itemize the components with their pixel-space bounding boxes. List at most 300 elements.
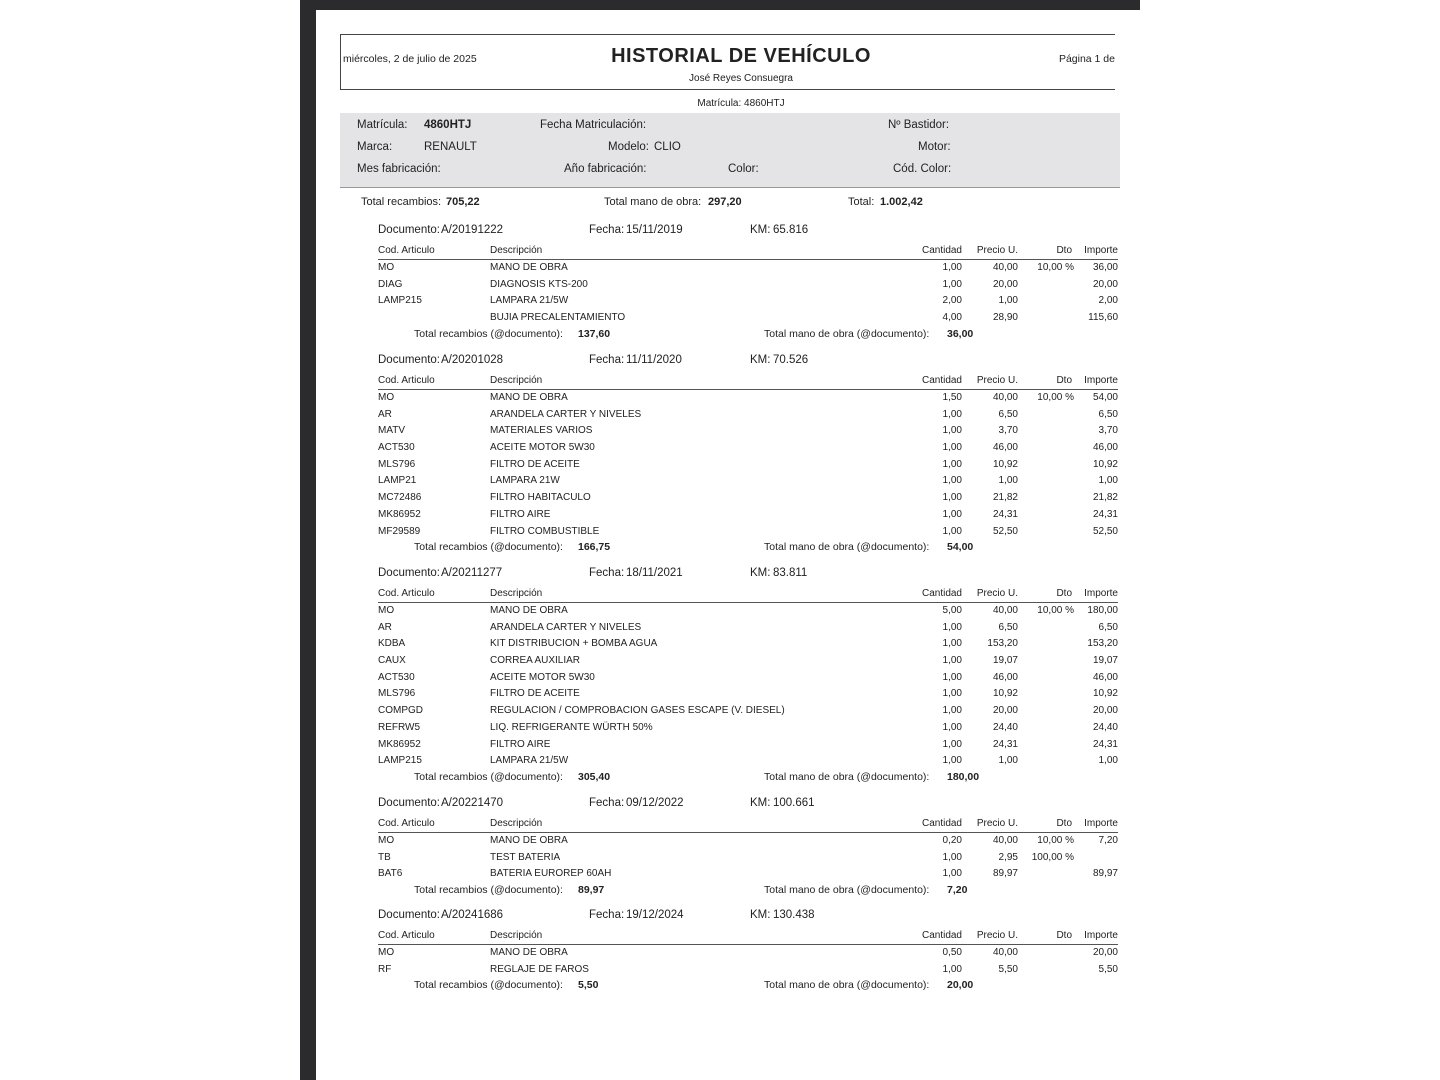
cell-cantidad: 1,00 bbox=[942, 655, 962, 667]
cell-descripcion: FILTRO AIRE bbox=[490, 738, 551, 750]
cell-cod: DIAG bbox=[378, 278, 403, 290]
documento-label: Documento: bbox=[378, 354, 441, 366]
cell-precio: 1,00 bbox=[998, 755, 1018, 767]
cell-descripcion: MATERIALES VARIOS bbox=[490, 425, 593, 437]
cell-cod: MK86952 bbox=[378, 508, 421, 520]
cell-descripcion: ACEITE MOTOR 5W30 bbox=[490, 442, 595, 454]
cell-cod: RF bbox=[378, 963, 392, 975]
table-row bbox=[378, 686, 1118, 703]
col-importe: Importe bbox=[1084, 818, 1118, 829]
cell-importe: 36,00 bbox=[1092, 262, 1118, 273]
col-precio: Precio U. bbox=[976, 245, 1018, 256]
doc-total-recambios-label: Total recambios (@documento): bbox=[414, 770, 563, 783]
cell-cantidad: 1,00 bbox=[942, 738, 962, 750]
fecha-value: 09/12/2022 bbox=[626, 797, 684, 809]
col-dto: Dto bbox=[1056, 930, 1072, 941]
doc-total-mano-label: Total mano de obra (@documento): bbox=[764, 884, 930, 897]
cell-precio: 19,07 bbox=[992, 655, 1018, 667]
cell-descripcion: MANO DE OBRA bbox=[490, 605, 568, 616]
cell-importe: 10,92 bbox=[1092, 458, 1118, 470]
cell-descripcion: BATERIA EUROREP 60AH bbox=[490, 868, 612, 880]
cell-importe: 2,00 bbox=[1098, 295, 1118, 307]
cell-importe: 20,00 bbox=[1092, 278, 1118, 290]
cell-importe: 6,50 bbox=[1098, 621, 1118, 633]
cell-cod: REFRW5 bbox=[378, 721, 421, 733]
cell-cantidad: 4,00 bbox=[942, 312, 962, 324]
col-cantidad: Cantidad bbox=[921, 245, 962, 256]
col-cantidad: Cantidad bbox=[921, 375, 962, 386]
cell-cod: MO bbox=[378, 392, 395, 403]
viewer-frame-top bbox=[300, 0, 1140, 10]
cell-descripcion: FILTRO AIRE bbox=[490, 508, 551, 520]
table-row bbox=[378, 670, 1118, 687]
doc-total-mano-label: Total mano de obra (@documento): bbox=[764, 327, 930, 340]
documento-label: Documento: bbox=[378, 224, 441, 236]
column-headers bbox=[378, 244, 1118, 260]
km-value: 100.661 bbox=[773, 797, 815, 809]
col-importe: Importe bbox=[1084, 245, 1118, 256]
cell-cod: LAMP215 bbox=[378, 755, 422, 767]
cell-cantidad: 1,00 bbox=[942, 963, 962, 975]
cell-cantidad: 2,00 bbox=[942, 295, 962, 307]
document-section bbox=[378, 909, 1118, 994]
total-recambios-value: 705,22 bbox=[446, 196, 480, 208]
cell-precio: 40,00 bbox=[992, 605, 1018, 616]
documento-number: A/20221470 bbox=[441, 797, 504, 809]
col-precio: Precio U. bbox=[976, 588, 1018, 599]
document-totals bbox=[378, 770, 1118, 786]
col-cod-articulo: Cod. Articulo bbox=[378, 375, 435, 386]
documento-number: A/20211277 bbox=[441, 567, 503, 579]
cell-cod: LAMP215 bbox=[378, 295, 422, 307]
cell-precio: 24,31 bbox=[992, 738, 1018, 750]
table-row bbox=[378, 703, 1118, 720]
col-dto: Dto bbox=[1056, 375, 1072, 386]
documento-number: A/20241686 bbox=[441, 909, 504, 921]
cell-descripcion: LAMPARA 21/5W bbox=[490, 755, 569, 767]
cell-importe: 20,00 bbox=[1092, 947, 1118, 958]
cell-precio: 89,97 bbox=[992, 868, 1018, 880]
km-label: KM: bbox=[750, 224, 771, 236]
cell-precio: 28,90 bbox=[992, 312, 1018, 324]
cell-importe: 7,20 bbox=[1098, 835, 1118, 846]
table-row bbox=[378, 945, 1118, 962]
cell-importe: 46,00 bbox=[1092, 671, 1118, 683]
cell-descripcion: FILTRO HABITACULO bbox=[490, 492, 591, 504]
cell-precio: 5,50 bbox=[998, 963, 1018, 975]
total-mano-obra-label: Total mano de obra: bbox=[604, 196, 702, 208]
cell-cantidad: 1,00 bbox=[942, 492, 962, 504]
cell-dto: 10,00 % bbox=[1037, 835, 1074, 846]
cell-importe: 20,00 bbox=[1092, 705, 1118, 717]
cell-cod: TB bbox=[378, 851, 391, 863]
col-dto: Dto bbox=[1056, 818, 1072, 829]
documento-label: Documento: bbox=[378, 567, 441, 579]
cell-cantidad: 1,00 bbox=[942, 671, 962, 683]
table-row bbox=[378, 636, 1118, 653]
km-label: KM: bbox=[750, 797, 771, 809]
cell-precio: 3,70 bbox=[998, 425, 1018, 437]
cell-cod: MO bbox=[378, 262, 395, 273]
report-header bbox=[340, 34, 1115, 90]
cell-dto: 10,00 % bbox=[1037, 392, 1074, 403]
table-row bbox=[378, 457, 1118, 474]
fecha-label: Fecha: bbox=[589, 909, 625, 921]
cell-importe: 1,00 bbox=[1098, 475, 1118, 487]
cell-importe: 24,31 bbox=[1092, 508, 1118, 520]
cell-precio: 6,50 bbox=[998, 408, 1018, 420]
document-section bbox=[378, 224, 1118, 343]
col-cantidad: Cantidad bbox=[921, 588, 962, 599]
doc-total-mano-label: Total mano de obra (@documento): bbox=[764, 770, 930, 783]
cell-descripcion: DIAGNOSIS KTS-200 bbox=[490, 278, 588, 290]
cell-cantidad: 1,50 bbox=[942, 392, 962, 403]
cell-descripcion: ACEITE MOTOR 5W30 bbox=[490, 671, 595, 683]
cell-cod: AR bbox=[378, 408, 392, 420]
document-section bbox=[378, 797, 1118, 899]
report-date: miércoles, 2 de julio de 2025 bbox=[343, 53, 477, 65]
cell-importe: 24,40 bbox=[1092, 721, 1118, 733]
doc-total-mano-value: 7,20 bbox=[947, 884, 968, 897]
table-row bbox=[378, 753, 1118, 770]
documento-number: A/20191222 bbox=[441, 224, 504, 236]
document-header bbox=[378, 224, 1118, 244]
cell-cantidad: 1,00 bbox=[942, 688, 962, 700]
col-descripcion: Descripción bbox=[490, 818, 543, 829]
cell-importe: 19,07 bbox=[1092, 655, 1118, 667]
cell-descripcion: KIT DISTRIBUCION + BOMBA AGUA bbox=[490, 638, 658, 650]
cell-cantidad: 1,00 bbox=[942, 755, 962, 767]
cell-descripcion: REGLAJE DE FAROS bbox=[490, 963, 589, 975]
cell-precio: 6,50 bbox=[998, 621, 1018, 633]
col-cantidad: Cantidad bbox=[921, 818, 962, 829]
table-row bbox=[378, 833, 1118, 850]
document-section bbox=[378, 354, 1118, 556]
cell-precio: 10,92 bbox=[992, 458, 1018, 470]
km-label: KM: bbox=[750, 567, 771, 579]
cell-precio: 21,82 bbox=[992, 492, 1018, 504]
col-descripcion: Descripción bbox=[490, 375, 543, 386]
report-owner: José Reyes Consuegra bbox=[689, 73, 793, 84]
cell-precio: 1,00 bbox=[998, 295, 1018, 307]
report-page bbox=[316, 10, 1118, 1080]
table-row bbox=[378, 720, 1118, 737]
cell-descripcion: LAMPARA 21/5W bbox=[490, 295, 569, 307]
cell-descripcion: TEST BATERIA bbox=[490, 851, 561, 863]
cell-cantidad: 1,00 bbox=[942, 442, 962, 454]
bastidor-label: Nº Bastidor: bbox=[888, 119, 950, 131]
col-cod-articulo: Cod. Articulo bbox=[378, 818, 435, 829]
col-importe: Importe bbox=[1084, 588, 1118, 599]
fecha-value: 19/12/2024 bbox=[626, 909, 684, 921]
table-row bbox=[378, 473, 1118, 490]
km-label: KM: bbox=[750, 909, 771, 921]
cell-descripcion: LIQ. REFRIGERANTE WÜRTH 50% bbox=[490, 721, 653, 733]
cell-descripcion: MANO DE OBRA bbox=[490, 835, 568, 846]
total-mano-obra-value: 297,20 bbox=[708, 196, 742, 208]
fecha-label: Fecha: bbox=[589, 354, 625, 366]
document-header bbox=[378, 797, 1118, 817]
cell-importe: 10,92 bbox=[1092, 688, 1118, 700]
document-header bbox=[378, 567, 1118, 587]
col-precio: Precio U. bbox=[976, 375, 1018, 386]
fecha-label: Fecha: bbox=[589, 797, 625, 809]
cell-cantidad: 1,00 bbox=[942, 705, 962, 717]
col-precio: Precio U. bbox=[976, 818, 1018, 829]
documento-label: Documento: bbox=[378, 797, 441, 809]
doc-total-recambios-value: 5,50 bbox=[578, 979, 599, 992]
motor-label: Motor: bbox=[918, 141, 951, 153]
vehicle-info-panel bbox=[340, 113, 1120, 188]
fecha-label: Fecha: bbox=[589, 224, 625, 236]
cell-descripcion: BUJIA PRECALENTAMIENTO bbox=[490, 312, 626, 324]
cell-importe: 54,00 bbox=[1092, 392, 1118, 403]
doc-total-recambios-value: 305,40 bbox=[578, 770, 611, 783]
km-value: 70.526 bbox=[773, 354, 809, 366]
cell-cod: MC72486 bbox=[378, 492, 422, 504]
fecha-value: 18/11/2021 bbox=[626, 567, 683, 579]
cell-precio: 20,00 bbox=[992, 705, 1018, 717]
document-totals bbox=[378, 978, 1118, 994]
cell-importe: 21,82 bbox=[1092, 492, 1118, 504]
cell-importe: 3,70 bbox=[1098, 425, 1118, 437]
cell-cod: MK86952 bbox=[378, 738, 421, 750]
cell-precio: 40,00 bbox=[992, 392, 1018, 403]
col-cod-articulo: Cod. Articulo bbox=[378, 588, 435, 599]
table-row bbox=[378, 850, 1118, 867]
cell-cod: MATV bbox=[378, 425, 406, 437]
doc-total-recambios-value: 137,60 bbox=[578, 327, 611, 340]
cell-cod: COMPGD bbox=[378, 705, 423, 717]
cell-cod: MO bbox=[378, 835, 395, 846]
column-headers bbox=[378, 587, 1118, 603]
table-row bbox=[378, 260, 1118, 277]
header-plate: Matrícula: 4860HTJ bbox=[697, 98, 785, 109]
table-row bbox=[378, 490, 1118, 507]
cell-cantidad: 1,00 bbox=[942, 851, 962, 863]
cell-precio: 52,50 bbox=[992, 525, 1018, 537]
col-descripcion: Descripción bbox=[490, 588, 543, 599]
cell-cod: ACT530 bbox=[378, 671, 415, 683]
document-header bbox=[378, 354, 1118, 374]
cell-importe: 115,60 bbox=[1088, 312, 1118, 324]
documento-number: A/20201028 bbox=[441, 354, 504, 366]
km-value: 83.811 bbox=[773, 567, 808, 579]
total-value: 1.002,42 bbox=[880, 196, 923, 208]
table-row bbox=[378, 310, 1118, 327]
documento-label: Documento: bbox=[378, 909, 441, 921]
fecha-value: 15/11/2019 bbox=[626, 224, 683, 236]
table-row bbox=[378, 524, 1118, 541]
col-precio: Precio U. bbox=[976, 930, 1018, 941]
cell-importe: 46,00 bbox=[1092, 442, 1118, 454]
cell-cantidad: 1,00 bbox=[942, 868, 962, 880]
cell-cod: BAT6 bbox=[378, 868, 403, 880]
anio-fabricacion-label: Año fabricación: bbox=[564, 163, 647, 175]
cell-importe: 6,50 bbox=[1098, 408, 1118, 420]
km-value: 130.438 bbox=[773, 909, 815, 921]
cell-descripcion: MANO DE OBRA bbox=[490, 392, 568, 403]
cell-precio: 2,95 bbox=[998, 851, 1018, 863]
cell-cod: CAUX bbox=[378, 655, 406, 667]
fecha-matriculacion-label: Fecha Matriculación: bbox=[540, 119, 647, 131]
cell-cod: MF29589 bbox=[378, 525, 421, 537]
marca-value: RENAULT bbox=[424, 141, 477, 153]
document-header bbox=[378, 909, 1118, 929]
doc-total-recambios-label: Total recambios (@documento): bbox=[414, 327, 563, 340]
table-row bbox=[378, 507, 1118, 524]
modelo-label: Modelo: bbox=[608, 141, 649, 153]
doc-total-mano-label: Total mano de obra (@documento): bbox=[764, 979, 930, 992]
cell-cantidad: 1,00 bbox=[942, 621, 962, 633]
cell-precio: 24,40 bbox=[992, 721, 1018, 733]
cell-cantidad: 1,00 bbox=[942, 525, 962, 537]
cell-descripcion: MANO DE OBRA bbox=[490, 262, 568, 273]
table-row bbox=[378, 737, 1118, 754]
cod-color-label: Cód. Color: bbox=[893, 163, 952, 175]
marca-label: Marca: bbox=[357, 141, 393, 153]
km-value: 65.816 bbox=[773, 224, 809, 236]
page-number: Página 1 de bbox=[1058, 53, 1115, 65]
table-row bbox=[378, 293, 1118, 310]
column-headers bbox=[378, 374, 1118, 390]
cell-dto: 10,00 % bbox=[1037, 605, 1074, 616]
cell-cantidad: 1,00 bbox=[942, 508, 962, 520]
doc-total-mano-value: 36,00 bbox=[947, 327, 974, 340]
document-totals bbox=[378, 327, 1118, 343]
cell-importe: 24,31 bbox=[1092, 738, 1118, 750]
cell-descripcion: REGULACION / COMPROBACION GASES ESCAPE (V. DIESEL) bbox=[490, 705, 785, 717]
cell-dto: 10,00 % bbox=[1037, 262, 1074, 273]
cell-precio: 24,31 bbox=[992, 508, 1018, 520]
cell-cod: ACT530 bbox=[378, 442, 415, 454]
col-importe: Importe bbox=[1084, 930, 1118, 941]
matricula-value: 4860HTJ bbox=[424, 119, 472, 131]
col-cod-articulo: Cod. Articulo bbox=[378, 930, 435, 941]
doc-total-recambios-label: Total recambios (@documento): bbox=[414, 541, 563, 554]
cell-descripcion: MANO DE OBRA bbox=[490, 947, 568, 958]
doc-total-mano-label: Total mano de obra (@documento): bbox=[764, 541, 930, 554]
cell-precio: 20,00 bbox=[992, 278, 1018, 290]
cell-cantidad: 0,50 bbox=[942, 947, 962, 958]
cell-cantidad: 1,00 bbox=[942, 721, 962, 733]
fecha-value: 11/11/2020 bbox=[626, 354, 682, 366]
cell-descripcion: FILTRO DE ACEITE bbox=[490, 458, 580, 470]
doc-total-recambios-label: Total recambios (@documento): bbox=[414, 884, 563, 897]
cell-descripcion: FILTRO DE ACEITE bbox=[490, 688, 580, 700]
modelo-value: CLIO bbox=[654, 141, 681, 153]
total-label: Total: bbox=[848, 196, 875, 208]
doc-total-recambios-value: 89,97 bbox=[578, 884, 605, 897]
cell-cantidad: 5,00 bbox=[942, 605, 962, 616]
color-label: Color: bbox=[728, 163, 759, 175]
doc-total-mano-value: 20,00 bbox=[947, 979, 974, 992]
doc-total-recambios-value: 166,75 bbox=[578, 541, 611, 554]
cell-cod: LAMP21 bbox=[378, 475, 417, 487]
cell-cantidad: 1,00 bbox=[942, 278, 962, 290]
cell-cantidad: 1,00 bbox=[942, 262, 962, 273]
col-cantidad: Cantidad bbox=[921, 930, 962, 941]
document-section bbox=[378, 567, 1118, 786]
table-row bbox=[378, 423, 1118, 440]
cell-precio: 40,00 bbox=[992, 947, 1018, 958]
cell-precio: 40,00 bbox=[992, 262, 1018, 273]
cell-descripcion: ARANDELA CARTER Y NIVELES bbox=[490, 621, 642, 633]
col-dto: Dto bbox=[1056, 588, 1072, 599]
cell-precio: 46,00 bbox=[992, 671, 1018, 683]
cell-descripcion: LAMPARA 21W bbox=[490, 475, 560, 487]
cell-descripcion: CORREA AUXILIAR bbox=[490, 655, 581, 667]
cell-cod: MO bbox=[378, 947, 395, 958]
viewer-frame-left bbox=[300, 0, 316, 1080]
cell-cantidad: 1,00 bbox=[942, 458, 962, 470]
cell-cod: MLS796 bbox=[378, 688, 416, 700]
cell-cod: MLS796 bbox=[378, 458, 416, 470]
doc-total-mano-value: 180,00 bbox=[947, 770, 980, 783]
cell-importe: 5,50 bbox=[1098, 963, 1118, 975]
table-row bbox=[378, 653, 1118, 670]
doc-total-mano-value: 54,00 bbox=[947, 541, 974, 554]
cell-descripcion: ARANDELA CARTER Y NIVELES bbox=[490, 408, 642, 420]
fecha-label: Fecha: bbox=[589, 567, 625, 579]
table-row bbox=[378, 603, 1118, 620]
doc-total-recambios-label: Total recambios (@documento): bbox=[414, 979, 563, 992]
table-row bbox=[378, 390, 1118, 407]
cell-precio: 40,00 bbox=[992, 835, 1018, 846]
column-headers bbox=[378, 817, 1118, 833]
col-descripcion: Descripción bbox=[490, 245, 543, 256]
cell-cod: AR bbox=[378, 621, 392, 633]
cell-cod: MO bbox=[378, 605, 395, 616]
km-label: KM: bbox=[750, 354, 771, 366]
total-recambios-label: Total recambios: bbox=[361, 196, 442, 208]
col-importe: Importe bbox=[1084, 375, 1118, 386]
table-row bbox=[378, 620, 1118, 637]
cell-dto: 100,00 % bbox=[1031, 851, 1074, 863]
cell-cantidad: 1,00 bbox=[942, 638, 962, 650]
cell-precio: 153,20 bbox=[987, 638, 1018, 650]
cell-descripcion: FILTRO COMBUSTIBLE bbox=[490, 525, 600, 537]
column-headers bbox=[378, 929, 1118, 945]
cell-importe: 52,50 bbox=[1092, 525, 1118, 537]
cell-importe: 180,00 bbox=[1087, 605, 1118, 616]
cell-importe: 1,00 bbox=[1098, 755, 1118, 767]
cell-cantidad: 0,20 bbox=[942, 835, 962, 846]
col-cod-articulo: Cod. Articulo bbox=[378, 245, 435, 256]
table-row bbox=[378, 277, 1118, 294]
mes-fabricacion-label: Mes fabricación: bbox=[357, 163, 441, 175]
table-row bbox=[378, 440, 1118, 457]
cell-precio: 10,92 bbox=[992, 688, 1018, 700]
document-totals bbox=[378, 883, 1118, 899]
document-totals bbox=[378, 540, 1118, 556]
col-descripcion: Descripción bbox=[490, 930, 543, 941]
cell-precio: 46,00 bbox=[992, 442, 1018, 454]
cell-precio: 1,00 bbox=[998, 475, 1018, 487]
table-row bbox=[378, 962, 1118, 979]
report-title: HISTORIAL DE VEHÍCULO bbox=[611, 45, 871, 67]
cell-cantidad: 1,00 bbox=[942, 475, 962, 487]
cell-cantidad: 1,00 bbox=[942, 425, 962, 437]
table-row bbox=[378, 407, 1118, 424]
col-dto: Dto bbox=[1056, 245, 1072, 256]
table-row bbox=[378, 866, 1118, 883]
matricula-label: Matrícula: bbox=[357, 119, 408, 131]
cell-importe: 89,97 bbox=[1092, 868, 1118, 880]
cell-cod: KDBA bbox=[378, 638, 406, 650]
cell-cantidad: 1,00 bbox=[942, 408, 962, 420]
cell-importe: 153,20 bbox=[1087, 638, 1118, 650]
